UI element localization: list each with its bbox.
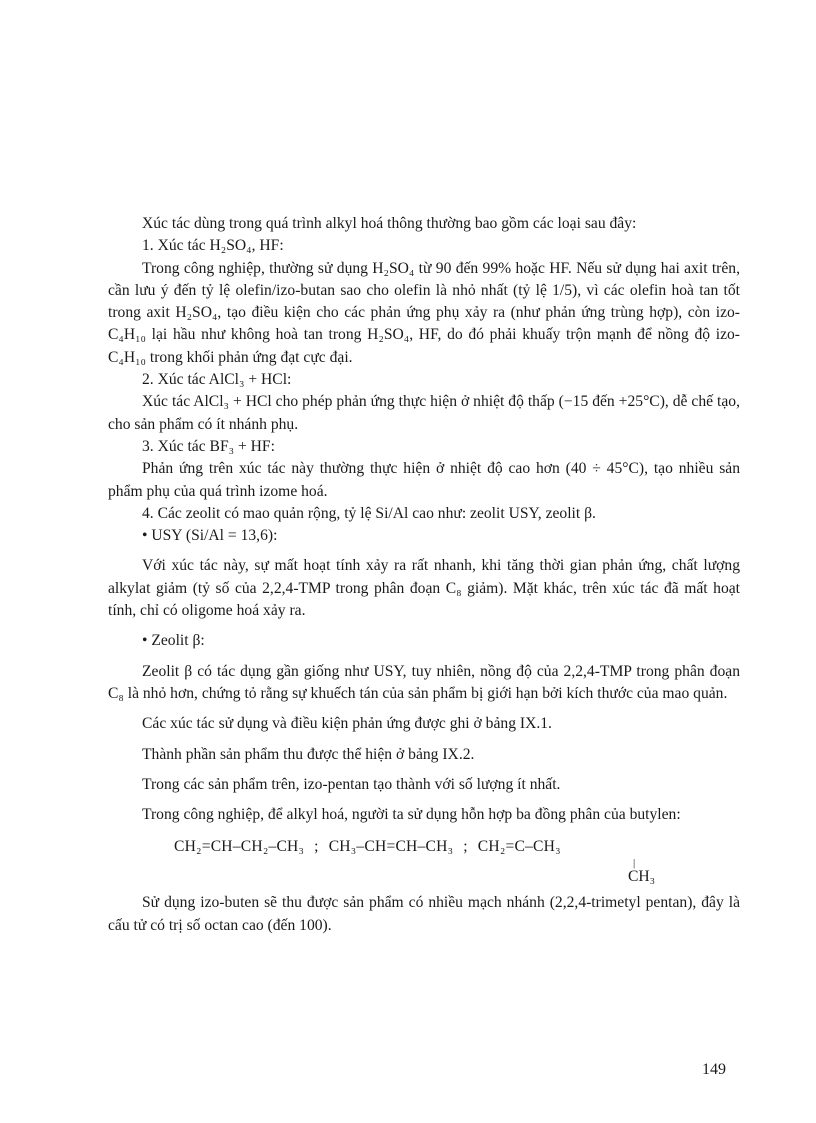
paragraph-usy: Với xúc tác này, sự mất hoạt tính xảy ra rất nhanh, khi tăng thời gian phản ứng, chất lượng alkylat giảm (tỷ số của 2,2,4-TMP trong phân đoạn C₈ giảm). Mặt khác, trên xúc tác đã mất hoạt tính, chỉ có oligome hoá xảy ra. <box>108 557 740 620</box>
paragraph-alcl3-hcl: Xúc tác AlCl₃ + HCl cho phép phản ứng thực hiện ở nhiệt độ thấp (−15 đến +25°C), dễ chế tạo, cho sản phẩm có ít nhánh phụ. <box>108 393 740 433</box>
paragraph-bf3-hf: Phản ứng trên xúc tác này thường thực hiện ở nhiệt độ cao hơn (40 ÷ 45°C), tạo nhiều sản phẩm phụ của quá trình izome hoá. <box>108 460 740 500</box>
paragraph-h2so4-hf: Trong công nghiệp, thường sử dụng H₂SO₄ từ 90 đến 99% hoặc HF. Nếu sử dụng hai axit trên, cần lưu ý đến tỷ lệ olefin/izo-butan sao cho olefin là nhỏ nhất (tỷ lệ 1/5), vì các olefin hoà tan tốt trong axit H₂SO₄, tạo điều kiện cho các phản ứng phụ xảy ra (như phản ứng trùng hợp), còn izo-C₄H₁₀ lại hầu như không hoà tan trong H₂SO₄, HF, do đó phải khuấy trộn mạnh để nồng độ izo-C₄H₁₀ trong khối phản ứng đạt cực đại. <box>108 259 740 366</box>
formula-separator: ; <box>314 838 319 856</box>
heading-h2so4-hf: 1. Xúc tác H₂SO₄, HF: <box>142 237 284 255</box>
formula-1-butene: CH₂=CH–CH₂–CH₃ <box>174 838 305 856</box>
formula-2-butene: CH₃–CH=CH–CH₃ <box>328 838 454 856</box>
paragraph-table-ix1: Các xúc tác sử dụng và điều kiện phản ứng được ghi ở bảng IX.1. <box>142 715 552 733</box>
paragraph-butylen: Trong công nghiệp, để alkyl hoá, người ta sử dụng hỗn hợp ba đồng phân của butylen: <box>142 806 681 824</box>
branch-bond: | <box>633 857 636 870</box>
formula-separator: ; <box>463 838 468 856</box>
butylen-isomers-formula <box>174 836 740 884</box>
heading-bf3-hf: 3. Xúc tác BF₃ + HF: <box>142 437 275 455</box>
page-body <box>108 213 740 937</box>
bullet-zeolit-beta: • Zeolit β: <box>142 632 205 650</box>
paragraph-table-ix2: Thành phần sản phẩm thu được thể hiện ở bảng IX.2. <box>142 745 475 763</box>
paragraph-zeolit-beta: Zeolit β có tác dụng gần giống như USY, tuy nhiên, nồng độ của 2,2,4-TMP trong phân đoạn C₈ là nhỏ hơn, chứng tỏ rằng sự khuếch tán của sản phẩm bị giới hạn bởi kích thước của mao quản. <box>108 662 740 702</box>
formula-isobutene-branch: CH₃ <box>628 868 656 886</box>
bullet-usy: • USY (Si/Al = 13,6): <box>142 527 278 545</box>
formula-isobutene: CH₂=C–CH₃ <box>477 838 561 856</box>
paragraph-izo-pentan: Trong các sản phẩm trên, izo-pentan tạo thành với số lượng ít nhất. <box>142 775 561 793</box>
paragraph-izo-buten: Sử dụng izo-buten sẽ thu được sản phẩm có nhiều mạch nhánh (2,2,4-trimetyl pentan), đây là cấu tử có trị số octan cao (đến 100). <box>108 894 740 934</box>
page-number: 149 <box>702 1061 726 1078</box>
intro-paragraph: Xúc tác dùng trong quá trình alkyl hoá thông thường bao gồm các loại sau đây: <box>142 215 637 232</box>
heading-zeolit: 4. Các zeolit có mao quản rộng, tỷ lệ Si/Al cao như: zeolit USY, zeolit β. <box>142 504 596 522</box>
heading-alcl3-hcl: 2. Xúc tác AlCl₃ + HCl: <box>142 371 292 389</box>
